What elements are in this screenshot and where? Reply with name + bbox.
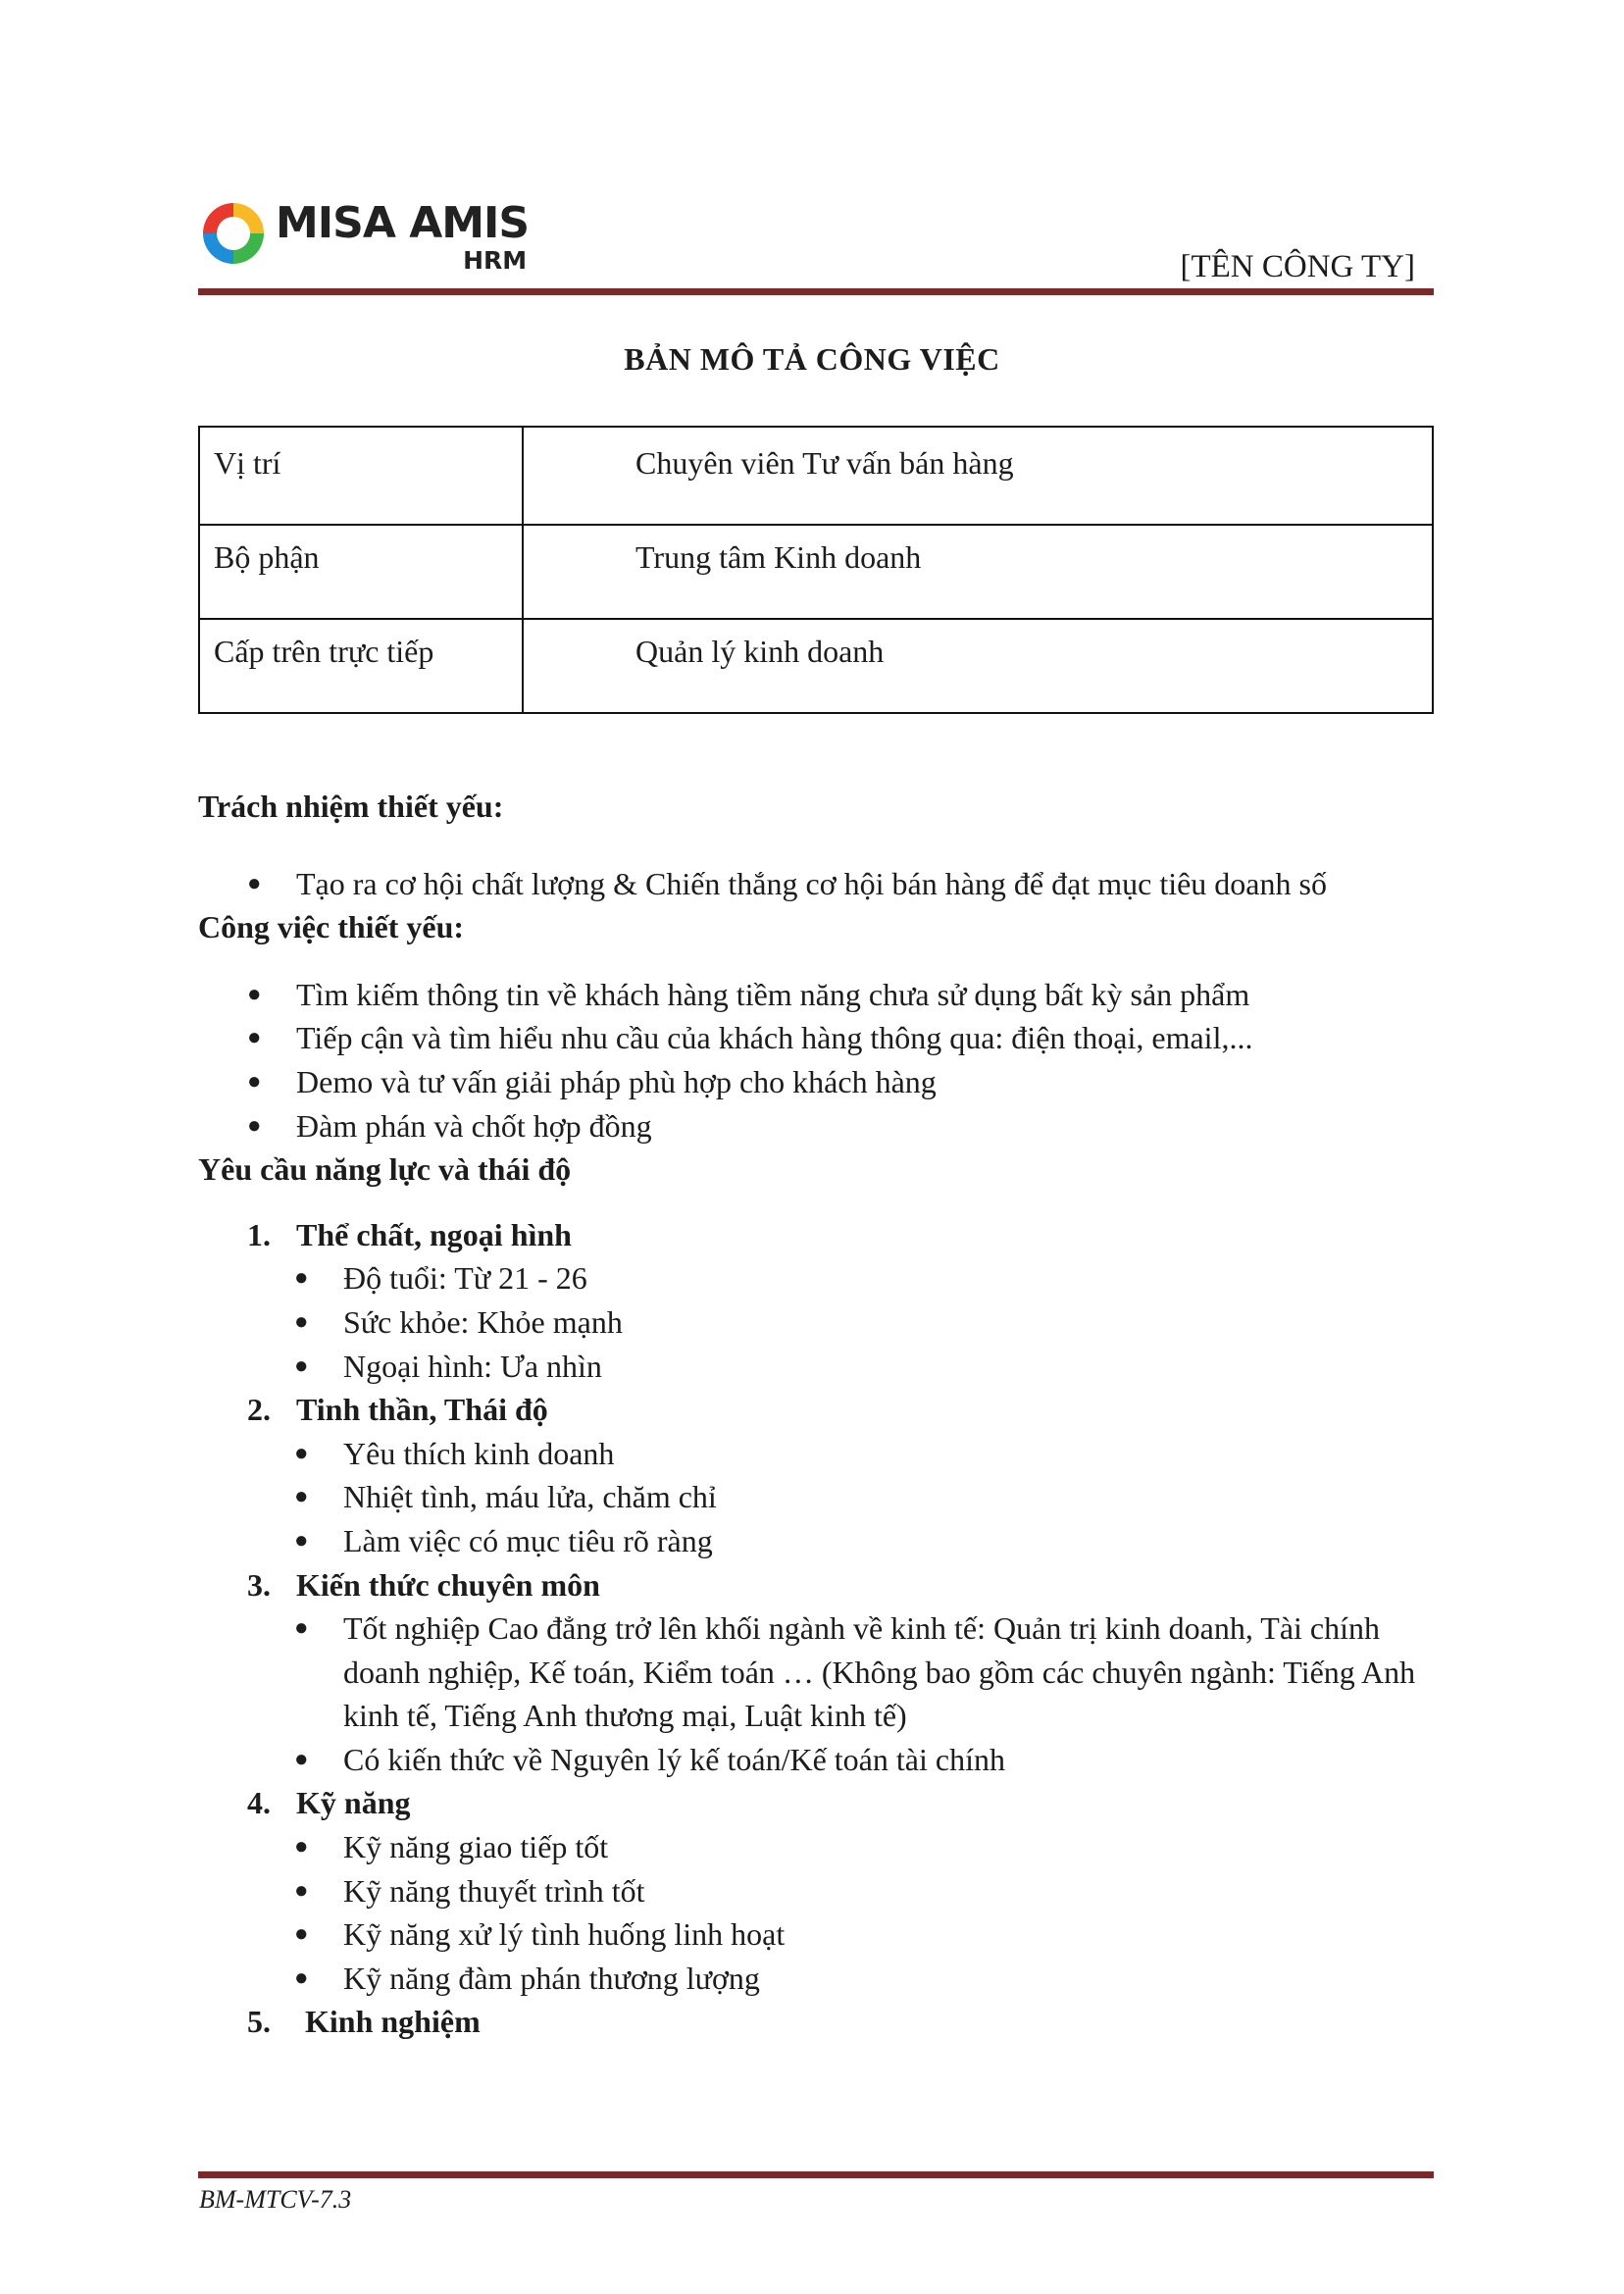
group-number: 1.: [247, 1216, 271, 1252]
list-item: ● Độ tuổi: Từ 21 - 26: [198, 1256, 1444, 1300]
footer-rule: [198, 2171, 1434, 2178]
info-value-supervisor: Quản lý kinh doanh: [523, 619, 1433, 713]
requirements-heading: Yêu cầu năng lực và thái độ: [198, 1151, 572, 1188]
responsibilities-heading: Trách nhiệm thiết yếu:: [198, 789, 504, 824]
requirement-group: [198, 1213, 1444, 1388]
table-row: [199, 427, 1433, 525]
company-name: [TÊN CÔNG TY]: [1180, 249, 1415, 284]
list-item: ● Kỹ năng giao tiếp tốt: [198, 1825, 1444, 1869]
responsibilities-list: [198, 862, 1444, 906]
list-item: ● Tạo ra cơ hội chất lượng & Chiến thắng cơ hội bán hàng để đạt mục tiêu doanh số: [198, 862, 1444, 906]
list-item: ● Kỹ năng xử lý tình huống linh hoạt: [198, 1912, 1444, 1957]
tasks-heading: Công việc thiết yếu:: [198, 909, 465, 945]
list-item: ● Có kiến thức về Nguyên lý kế toán/Kế toán tài chính: [198, 1738, 1444, 1782]
table-row: [199, 525, 1433, 619]
list-item: ● Tốt nghiệp Cao đẳng trở lên khối ngành về kinh tế: Quản trị kinh doanh, Tài chính doanh nghiệp, Kế toán, Kiểm toán … (Không bao gồm các chuyên ngành: Tiếng Anh kinh tế, Tiếng Anh thương mại, Luật kinh tế): [198, 1606, 1444, 1738]
table-row: [199, 619, 1433, 713]
misa-logo-mark-icon: [199, 199, 268, 268]
requirement-group: [198, 1388, 1444, 1562]
list-item: ● Kỹ năng đàm phán thương lượng: [198, 1957, 1444, 2001]
info-label-position: Vị trí: [199, 427, 523, 525]
group-title: Kỹ năng: [296, 1785, 411, 1821]
list-item: ● Tiếp cận và tìm hiểu nhu cầu của khách hàng thông qua: điện thoại, email,...: [198, 1016, 1444, 1060]
requirement-group: [198, 1781, 1444, 2000]
list-item: ● Yêu thích kinh doanh: [198, 1432, 1444, 1476]
list-item: ● Demo và tư vấn giải pháp phù hợp cho khách hàng: [198, 1060, 1444, 1104]
group-number: 5.: [247, 2004, 271, 2040]
info-label-supervisor: Cấp trên trực tiếp: [199, 619, 523, 713]
list-item: ● Tìm kiếm thông tin về khách hàng tiềm năng chưa sử dụng bất kỳ sản phẩm: [198, 973, 1444, 1017]
requirement-group: [198, 1563, 1444, 1782]
group-title: Kinh nghiệm: [305, 2004, 481, 2040]
list-item: ● Đàm phán và chốt hợp đồng: [198, 1104, 1444, 1148]
group-title: Thể chất, ngoại hình: [296, 1216, 572, 1252]
info-label-department: Bộ phận: [199, 525, 523, 619]
info-value-department: Trung tâm Kinh doanh: [523, 525, 1433, 619]
group-title: Tinh thần, Thái độ: [296, 1392, 548, 1428]
header-rule: [198, 288, 1434, 295]
logo-brand-text: MISA AMIS: [276, 198, 530, 248]
info-value-position: Chuyên viên Tư vấn bán hàng: [523, 427, 1433, 525]
group-number: 4.: [247, 1785, 271, 1821]
group-title: Kiến thức chuyên môn: [296, 1566, 600, 1603]
job-info-table: [198, 426, 1434, 714]
misa-amis-logo: [199, 199, 529, 280]
tasks-list: [198, 973, 1444, 1147]
group-number: 3.: [247, 1566, 271, 1603]
list-item: ● Nhiệt tình, máu lửa, chăm chỉ: [198, 1475, 1444, 1519]
requirement-group: [198, 2000, 1444, 2044]
list-item: ● Làm việc có mục tiêu rõ ràng: [198, 1519, 1444, 1563]
form-code: BM-MTCV-7.3: [199, 2185, 352, 2214]
document-title: BẢN MÔ TẢ CÔNG VIỆC: [624, 341, 1000, 377]
logo-sub-text: HRM: [463, 246, 528, 275]
requirements-list: [198, 1213, 1444, 2044]
document-body: [198, 785, 1444, 2044]
list-item: ● Ngoại hình: Ưa nhìn: [198, 1345, 1444, 1389]
group-number: 2.: [247, 1392, 271, 1428]
list-item: ● Kỹ năng thuyết trình tốt: [198, 1869, 1444, 1913]
list-item: ● Sức khỏe: Khỏe mạnh: [198, 1300, 1444, 1345]
